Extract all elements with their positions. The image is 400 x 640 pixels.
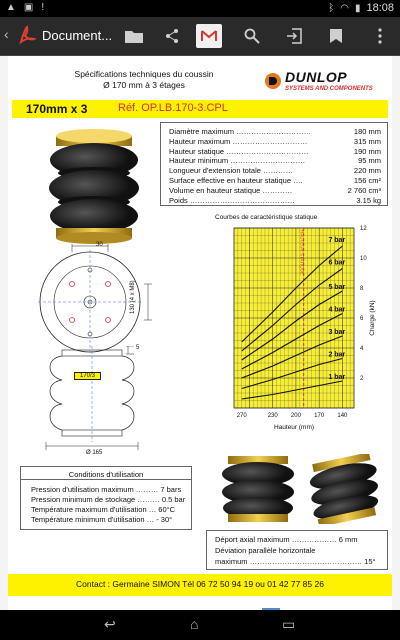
product-size: 170mm x 3 <box>26 102 88 116</box>
product-reference: Réf. OP.LB.170-3.CPL <box>118 102 228 114</box>
home-nav-icon[interactable]: ⌂ <box>190 616 199 632</box>
technical-drawing-side-view <box>42 346 152 456</box>
spec-value: 315 mm <box>353 136 381 146</box>
chart-series-label: 7 bar <box>328 237 346 244</box>
condition-line: Pression minimum de stockage ……… 0.5 bar <box>31 495 186 504</box>
dimension-bottom: Ø 165 <box>86 450 103 456</box>
pdf-app-icon[interactable] <box>17 24 37 46</box>
model-label-box: 170/3 <box>74 372 101 380</box>
spec-label: Hauteur minimum ………………………… <box>169 156 306 166</box>
gmail-icon[interactable] <box>196 24 222 48</box>
product-title-band <box>12 100 388 118</box>
chart-series-label: 5 bar <box>328 284 346 291</box>
status-bar <box>0 0 400 17</box>
bluetooth-icon: ᛒ <box>328 2 335 14</box>
spec-label: Poids …………………………………… <box>169 195 295 205</box>
image-icon: ▣ <box>23 2 34 13</box>
contact-band <box>8 574 392 596</box>
product-photo <box>44 128 144 246</box>
dunlop-flying-d-icon <box>264 72 282 90</box>
dimension-top: 30 <box>96 242 103 248</box>
conditions-title: Conditions d'utilisation <box>68 470 144 479</box>
back-nav-icon[interactable]: ↩ <box>104 616 116 632</box>
condition-line: Température maximum d'utilisation … 60°C <box>31 505 176 514</box>
chart-y-tick-label: 2 <box>360 376 364 382</box>
reference-line-label: HAUTEUR STATIQUE <box>299 230 305 275</box>
notification-icon: ! <box>41 2 45 13</box>
dimension-s: 5 <box>136 345 140 351</box>
spec-value: 180 mm <box>353 127 381 136</box>
spec-value: 95 mm <box>358 156 381 166</box>
mounted-photo-offset <box>306 454 384 524</box>
conditions-box <box>20 466 192 530</box>
header-line-2: Ø 170 mm à 3 étages <box>103 80 185 90</box>
share-icon[interactable] <box>158 22 186 50</box>
specifications-box <box>160 122 388 206</box>
spec-value: 156 cm² <box>353 176 381 185</box>
search-icon[interactable] <box>238 22 266 50</box>
static-characteristic-chart <box>218 224 378 434</box>
offset-line: Déviation parallèle horizontale <box>215 546 316 555</box>
document-viewer[interactable] <box>0 56 400 610</box>
chart-series-label: 4 bar <box>328 306 346 314</box>
spec-label: Diamètre maximum ………………………… <box>169 127 312 136</box>
wifi-icon: ◠ <box>340 2 349 14</box>
offset-line: Déport axial maximum ……………… 6 mm <box>215 535 358 544</box>
recent-apps-icon[interactable]: ▭ <box>282 616 296 632</box>
action-bar <box>0 17 400 56</box>
spec-label: Hauteur statique …………………………… <box>169 146 309 156</box>
bookmark-icon[interactable] <box>322 22 350 50</box>
chart-x-tick-label: 230 <box>267 413 278 419</box>
document-title: Document... <box>42 28 113 43</box>
spec-value: 3.15 kg <box>356 195 381 205</box>
offset-box <box>206 530 388 570</box>
chart-series-label: 2 bar <box>328 351 346 359</box>
chart-y-axis-label: Charge (kN) <box>369 300 376 336</box>
header-line-1: Spécifications techniques du coussin <box>74 69 214 79</box>
offset-line: maximum ……………………………………… 15° <box>215 557 376 566</box>
condition-line: Température minimum d'utilisation … - 30° <box>31 515 173 524</box>
battery-icon: ▮ <box>354 2 361 14</box>
spec-label: Longueur d'extension totale ………… <box>169 166 294 176</box>
chart-x-tick-label: 140 <box>337 413 348 419</box>
spec-value: 2 760 cm³ <box>347 185 381 195</box>
export-icon[interactable] <box>280 22 308 50</box>
chart-title: Courbes de caractéristique statique <box>215 214 318 221</box>
folder-icon[interactable] <box>120 22 148 50</box>
clock: 18:08 <box>366 2 394 14</box>
chart-y-tick-label: 6 <box>360 316 364 322</box>
back-icon[interactable]: ‹ <box>4 26 9 42</box>
spec-label: Hauteur maximum ………………………… <box>169 136 308 146</box>
brand-name: DUNLOP <box>285 69 348 85</box>
chart-series-label: 6 bar <box>328 259 346 267</box>
spec-value: 190 mm <box>353 146 381 156</box>
dunlop-logo <box>264 68 388 98</box>
dimension-side: 130 (4 x M8) <box>130 280 136 314</box>
pdf-page <box>8 56 392 610</box>
chart-y-tick-label: 12 <box>360 226 367 232</box>
mounted-photo-straight <box>220 454 296 524</box>
warning-icon: ▲ <box>6 2 16 13</box>
condition-line: Pression d'utilisation maximum ……… 7 bars <box>31 485 182 494</box>
chart-y-tick-label: 10 <box>360 256 367 262</box>
chart-series-label: 3 bar <box>328 329 346 336</box>
chart-x-tick-label: 170 <box>314 413 325 419</box>
overflow-menu-icon[interactable] <box>366 22 394 50</box>
navigation-bar <box>0 610 400 640</box>
chart-x-axis-label: Hauteur (mm) <box>273 424 315 431</box>
spec-label: Volume en hauteur statique ………… <box>169 185 293 195</box>
chart-y-tick-label: 8 <box>360 286 364 292</box>
chart-series-label: 1 bar <box>328 374 346 381</box>
chart-x-tick-label: 270 <box>236 413 247 419</box>
chart-y-tick-label: 4 <box>360 346 364 352</box>
spec-label: Surface effective en hauteur statique …. <box>169 176 303 185</box>
contact-text: Contact : Germaine SIMON Tél 06 72 50 94 19 ou 01 42 77 85 26 <box>76 579 324 589</box>
chart-x-tick-label: 200 <box>290 413 301 419</box>
spec-value: 220 mm <box>353 166 381 176</box>
brand-subtitle: SYSTEMS AND COMPONENTS <box>285 86 373 92</box>
